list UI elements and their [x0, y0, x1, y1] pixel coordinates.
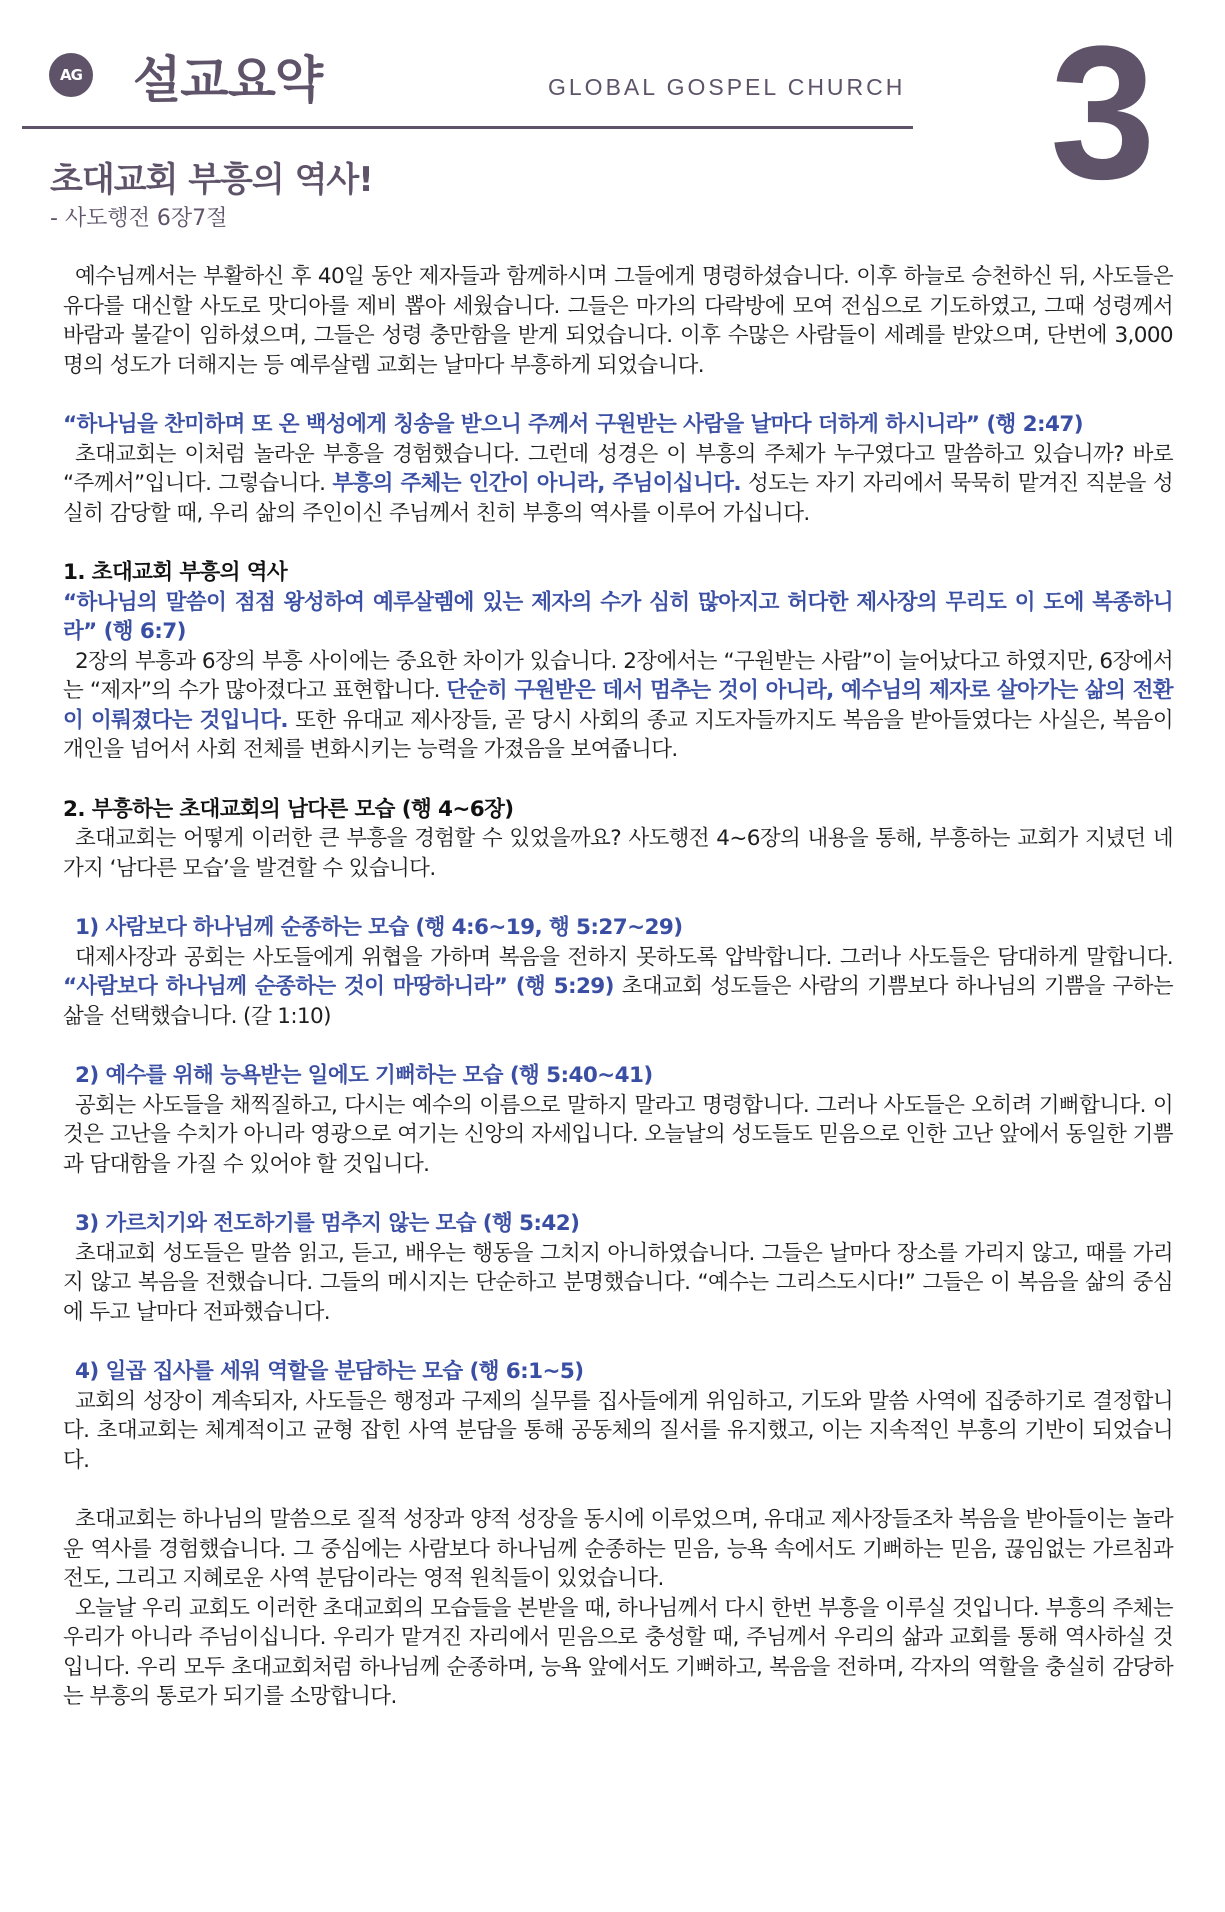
body-paragraph: 2장의 부흥과 6장의 부흥 사이에는 중요한 차이가 있습니다. 2장에서는 “구원받는 사람”이 늘어났다고 하였지만, 6장에서는 “제자”의 수가 많아졌다고 표현합니다. 단순히 구원받은 데서 멈추는 것이 아니라, 예수님의 제자로 살아가는 삶의 전환이 이뤄졌다는 것입니다. 또한 유대교 제사장들, 곧 당시 사회의 종교 지도자들까지도 복음을 받아들였다는 사실은, 복음이 개인을 넘어서 사회 전체를 변화시키는 능력을 가졌음을 보여줍니다. — [63, 648, 1174, 762]
section-heading-1: 1. 초대교회 부흥의 역사 — [63, 560, 288, 585]
subheading-1: 1) 사람보다 하나님께 순종하는 모습 (행 4:6~19, 행 5:27~29) — [75, 915, 683, 940]
bulletin-header — [0, 0, 1225, 240]
verse-quote: “하나님의 말씀이 점점 왕성하여 예루살렘에 있는 제자의 수가 심히 많아지고 허다한 제사장의 무리도 이 도에 복종하니라” (행 6:7) — [63, 589, 1173, 644]
closing-paragraph: 오늘날 우리 교회도 이러한 초대교회의 모습들을 본받을 때, 하나님께서 다시 한번 부흥을 이루실 것입니다. 부흥의 주체는 우리가 아니라 주님이십니다. 우리가 맡겨진 자리에서 믿음으로 충성할 때, 주님께서 우리의 삶과 교회를 통해 역사하실 것입니다. 우리 모두 초대교회처럼 하나님께 순종하며, 능욕 앞에서도 기뻐하고, 복음을 전하며, 각자의 역할을 충실히 감당하는 부흥의 통로가 되기를 소망합니다. — [63, 1595, 1173, 1709]
church-logo: AG — [49, 53, 93, 97]
body-paragraph: 초대교회 성도들은 말씀 읽고, 듣고, 배우는 행동을 그치지 아니하였습니다. 그들은 날마다 장소를 가리지 않고, 때를 가리지 않고 복음을 전했습니다. 그들의 메시지는 단순하고 분명했습니다. “예수는 그리스도시다!” 그들은 이 복음을 삶의 중심에 두고 날마다 전파했습니다. — [63, 1240, 1173, 1325]
body-paragraph: 공회는 사도들을 채찍질하고, 다시는 예수의 이름으로 말하지 말라고 명령합니다. 그러나 사도들은 오히려 기뻐합니다. 이것은 고난을 수치가 아니라 영광으로 여기는 신앙의 자세입니다. 오늘날의 성도들도 믿음으로 인한 고난 앞에서 동일한 기쁨과 담대함을 가질 수 있어야 할 것입니다. — [63, 1092, 1173, 1177]
section-heading-2: 2. 부흥하는 초대교회의 남다른 모습 (행 4~6장) — [63, 796, 514, 822]
subheading-2: 2) 예수를 위해 능욕받는 일에도 기뻐하는 모습 (행 5:40~41) — [75, 1063, 653, 1088]
subheading-4: 4) 일곱 집사를 세워 역할을 분담하는 모습 (행 6:1~5) — [75, 1359, 584, 1384]
bulletin-title: 설교요약 — [133, 51, 323, 109]
sermon-title: 초대교회 부흥의 역사! — [50, 160, 373, 200]
conclusion-paragraph: 초대교회는 하나님의 말씀으로 질적 성장과 양적 성장을 동시에 이루었으며, 유대교 제사장들조차 복음을 받아들이는 놀라운 역사를 경험했습니다. 그 중심에는 사람보다 하나님께 순종하는 믿음, 능욕 속에서도 기뻐하는 믿음, 끊임없는 가르침과 전도, 그리고 지혜로운 사역 분담이라는 영적 원칙들이 있었습니다. — [63, 1507, 1173, 1591]
emphasis-text: “사람보다 하나님께 순종하는 것이 마땅하니라” (행 5:29) — [63, 974, 614, 999]
sermon-body — [63, 262, 1173, 1712]
intro-paragraph: 예수님께서는 부활하신 후 40일 동안 제자들과 함께하시며 그들에게 명령하셨습니다. 이후 하늘로 승천하신 뒤, 사도들은 유다를 대신할 사도로 맛디아를 제비 뽑아 세웠습니다. 그들은 마가의 다락방에 모여 전심으로 기도하였고, 그때 성령께서 바람과 불같이 임하셨으며, 그들은 성령 충만함을 받게 되었습니다. 이후 수많은 사람들이 세례를 받았으며, 단번에 3,000명의 성도가 더해지는 등 예루살렘 교회는 날마다 부흥하게 되었습니다. — [63, 264, 1173, 378]
header-divider — [22, 126, 913, 129]
verse-quote: “하나님을 찬미하며 또 온 백성에게 칭송을 받으니 주께서 구원받는 사람을 날마다 더하게 하시니라” (행 2:47) — [63, 412, 1083, 437]
issue-number: 3 — [1050, 7, 1156, 219]
church-name: GLOBAL GOSPEL CHURCH — [548, 74, 906, 100]
body-paragraph: 초대교회는 이처럼 놀라운 부흥을 경험했습니다. 그런데 성경은 이 부흥의 주체가 누구였다고 말씀하고 있습니까? 바로 “주께서”입니다. 그렇습니다. 부흥의 주체는 인간이 아니라, 주님이십니다. 성도는 자기 자리에서 묵묵히 맡겨진 직분을 성실히 감당할 때, 우리 삶의 주인이신 주님께서 친히 부흥의 역사를 이루어 가십니다. — [63, 441, 1173, 526]
emphasis-text: 부흥의 주체는 인간이 아니라, 주님이십니다. — [332, 471, 741, 496]
emphasis-text: 단순히 구원받은 데서 멈추는 것이 아니라, 예수님의 제자로 살아가는 삶의 전환이 이뤄졌다는 것입니다. — [63, 678, 1173, 733]
body-paragraph: 초대교회는 어떻게 이러한 큰 부흥을 경험할 수 있었을까요? 사도행전 4~6장의 내용을 통해, 부흥하는 교회가 지녔던 네 가지 ‘남다른 모습’을 발견할 수 있습니다. — [63, 826, 1173, 881]
body-paragraph: 대제사장과 공회는 사도들에게 위협을 가하며 복음을 전하지 못하도록 압박합니다. 그러나 사도들은 담대하게 말합니다. “사람보다 하나님께 순종하는 것이 마땅하니라” (행 5:29) 초대교회 성도들은 사람의 기쁨보다 하나님의 기쁨을 구하는 삶을 선택했습니다. (갈 1:10) — [63, 944, 1173, 1029]
body-paragraph: 교회의 성장이 계속되자, 사도들은 행정과 구제의 실무를 집사들에게 위임하고, 기도와 말씀 사역에 집중하기로 결정합니다. 초대교회는 체계적이고 균형 잡힌 사역 분담을 통해 공동체의 질서를 유지했고, 이는 지속적인 부흥의 기반이 되었습니다. — [63, 1388, 1173, 1473]
sermon-scripture: - 사도행전 6장7절 — [50, 206, 228, 231]
subheading-3: 3) 가르치기와 전도하기를 멈추지 않는 모습 (행 5:42) — [75, 1211, 580, 1236]
